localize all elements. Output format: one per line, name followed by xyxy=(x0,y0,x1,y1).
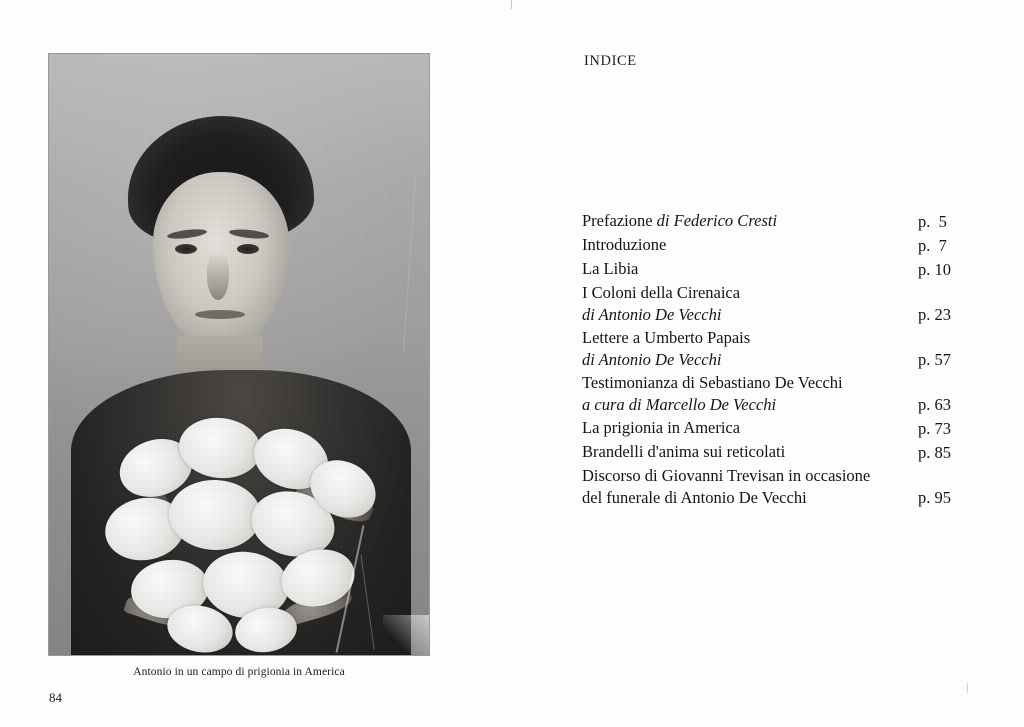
toc-entry[interactable] xyxy=(582,417,992,439)
toc-entry-title: Discorso di Giovanni Trevisan in occasione del funerale di Antonio De Vecchi xyxy=(582,466,871,507)
toc-entry-page-number: p. 73 xyxy=(918,418,951,438)
photo-caption: Antonio in un campo di prigionia in America xyxy=(133,666,345,678)
toc-entry[interactable] xyxy=(582,441,992,463)
toc-entry-title: La Libia xyxy=(582,259,639,278)
toc-entry[interactable] xyxy=(582,234,992,256)
toc-entry-page-number: p. 95 xyxy=(918,487,951,507)
toc-entry[interactable] xyxy=(582,258,992,280)
toc-entry-title: Testimonianza di Sebastiano De Vecchi a cura di Marcello De Vecchi xyxy=(582,373,843,414)
page-title: INDICE xyxy=(584,53,637,69)
right-page xyxy=(512,0,1024,727)
photo-corner-wear xyxy=(383,615,429,655)
toc-entry-page-number: p. 23 xyxy=(918,304,951,324)
toc-entry[interactable] xyxy=(582,282,992,325)
toc-entry-page-number: p. 63 xyxy=(918,394,951,414)
toc-entry-title: Brandelli d'anima sui reticolati xyxy=(582,442,786,461)
toc-entry[interactable] xyxy=(582,327,992,370)
toc-entry[interactable] xyxy=(582,372,992,415)
photo-grain-overlay xyxy=(49,54,429,655)
toc-entry[interactable] xyxy=(582,465,992,508)
toc-entry-page-number: p. 7 xyxy=(918,235,947,255)
table-of-contents xyxy=(582,210,992,510)
toc-entry-title: Prefazione di Federico Cresti xyxy=(582,211,778,230)
toc-entry-title: Introduzione xyxy=(582,235,667,254)
toc-entry-page-number: p. 85 xyxy=(918,442,951,462)
toc-entry-page-number: p. 10 xyxy=(918,259,951,279)
toc-entry[interactable] xyxy=(582,210,992,232)
toc-entry-title: I Coloni della Cirenaica di Antonio De Vecchi xyxy=(582,283,741,324)
toc-entry-page-number: p. 57 xyxy=(918,349,951,369)
toc-entry-title: La prigionia in America xyxy=(582,418,741,437)
toc-entry-title: Lettere a Umberto Papais di Antonio De Vecchi xyxy=(582,328,751,369)
photograph xyxy=(49,54,429,655)
page-number-left: 84 xyxy=(49,690,62,705)
toc-entry-page-number: p. 5 xyxy=(918,211,947,231)
